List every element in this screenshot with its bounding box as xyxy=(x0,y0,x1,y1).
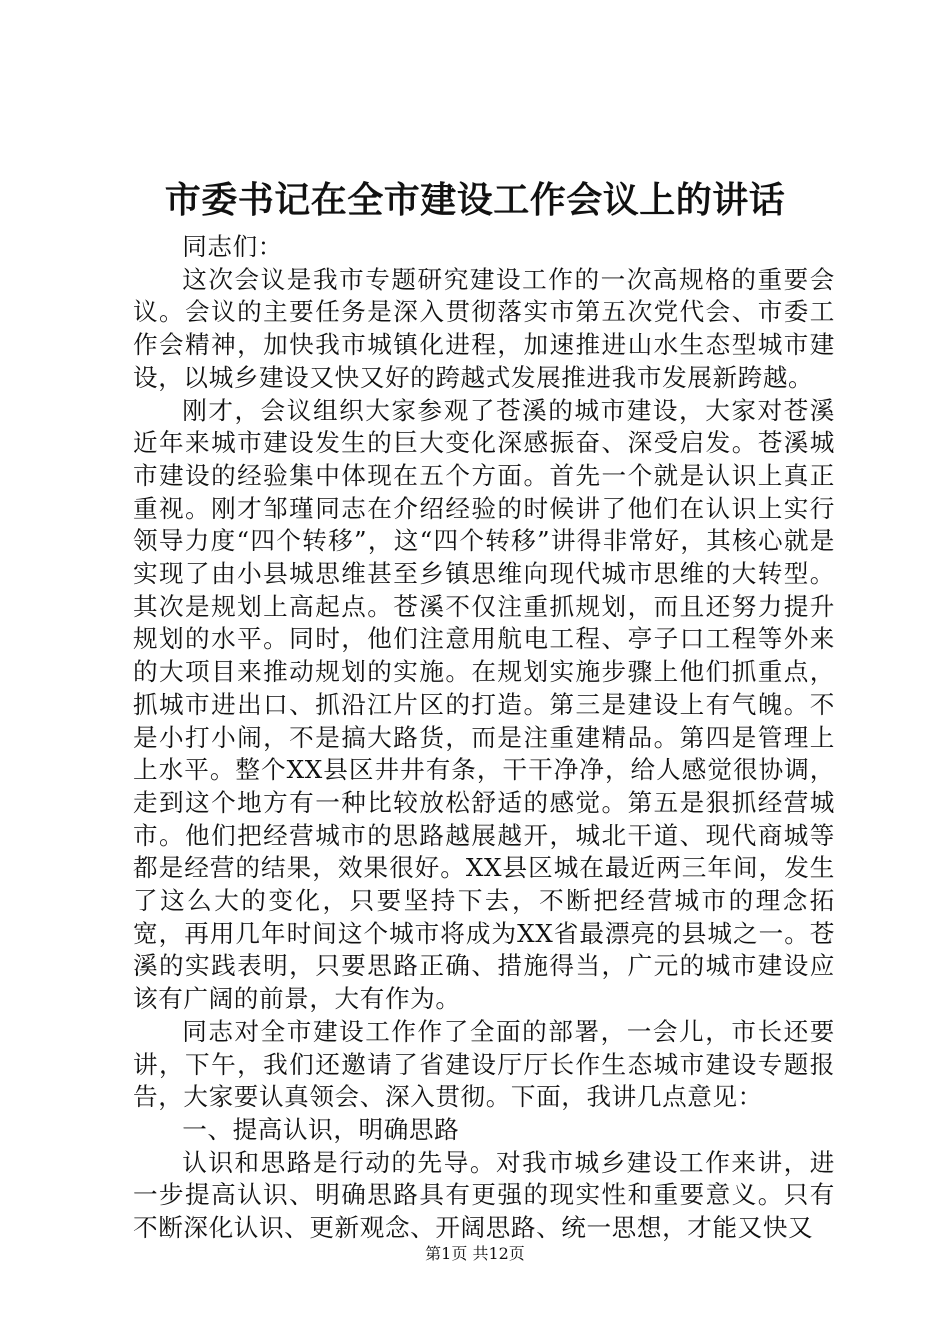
paragraph-1: 这次会议是我市专题研究建设工作的一次高规格的重要会议。会议的主要任务是深入贯彻落实市第五次党代会、市委工作会精神，加快我市城镇化进程，加速推进山水生态型城市建设，以城乡建设又快又好的跨越式发展推进我市发展新跨越。 xyxy=(133,264,835,392)
paragraph-2: 刚才，会议组织大家参观了苍溪的城市建设，大家对苍溪近年来城市建设发生的巨大变化深感振奋、深受启发。苍溪城市建设的经验集中体现在五个方面。首先一个就是认识上真正重视。刚才邹瑾同志在介绍经验的时候讲了他们在认识上实行领导力度“四个转移”，这“四个转移”讲得非常好，其核心就是实现了由小县城思维甚至乡镇思维向现代城市思维的大转型。其次是规划上高起点。苍溪不仅注重抓规划，而且还努力提升规划的水平。同时，他们注意用航电工程、亭子口工程等外来的大项目来推动规划的实施。在规划实施步骤上他们抓重点，抓城市进出口、抓沿江片区的打造。第三是建设上有气魄。不是小打小闹，不是搞大路货，而是注重建精品。第四是管理上上水平。整个XX县区井井有条，干干净净，给人感觉很协调，走到这个地方有一种比较放松舒适的感觉。第五是狠抓经营城市。他们把经营城市的思路越展越开，城北干道、现代商城等都是经营的结果，效果很好。XX县区城在最近两三年间，发生了这么大的变化，只要坚持下去，不断把经营城市的理念拓宽，再用几年时间这个城市将成为XX省最漂亮的县城之一。苍溪的实践表明，只要思路正确、措施得当，广元的城市建设应该有广阔的前景，大有作为。 xyxy=(133,395,835,1014)
document-title: 市委书记在全市建设工作会议上的讲话 xyxy=(164,179,786,221)
document-body xyxy=(133,231,835,1245)
section-heading: 一、提高认识，明确思路 xyxy=(182,1114,460,1144)
section-paragraph: 认识和思路是行动的先导。对我市城乡建设工作来讲，进一步提高认识、明确思路具有更强的现实性和重要意义。只有不断深化认识、更新观念、开阔思路、统一思想，才能又快又 xyxy=(133,1147,835,1243)
salutation: 同志们： xyxy=(182,232,283,261)
page-indicator: 第1页 共12页 xyxy=(425,1244,525,1263)
paragraph-3: 同志对全市建设工作作了全面的部署，一会儿，市长还要讲，下午，我们还邀请了省建设厅厅长作生态城市建设专题报告，大家要认真领会、深入贯彻。下面，我讲几点意见： xyxy=(133,1016,835,1112)
